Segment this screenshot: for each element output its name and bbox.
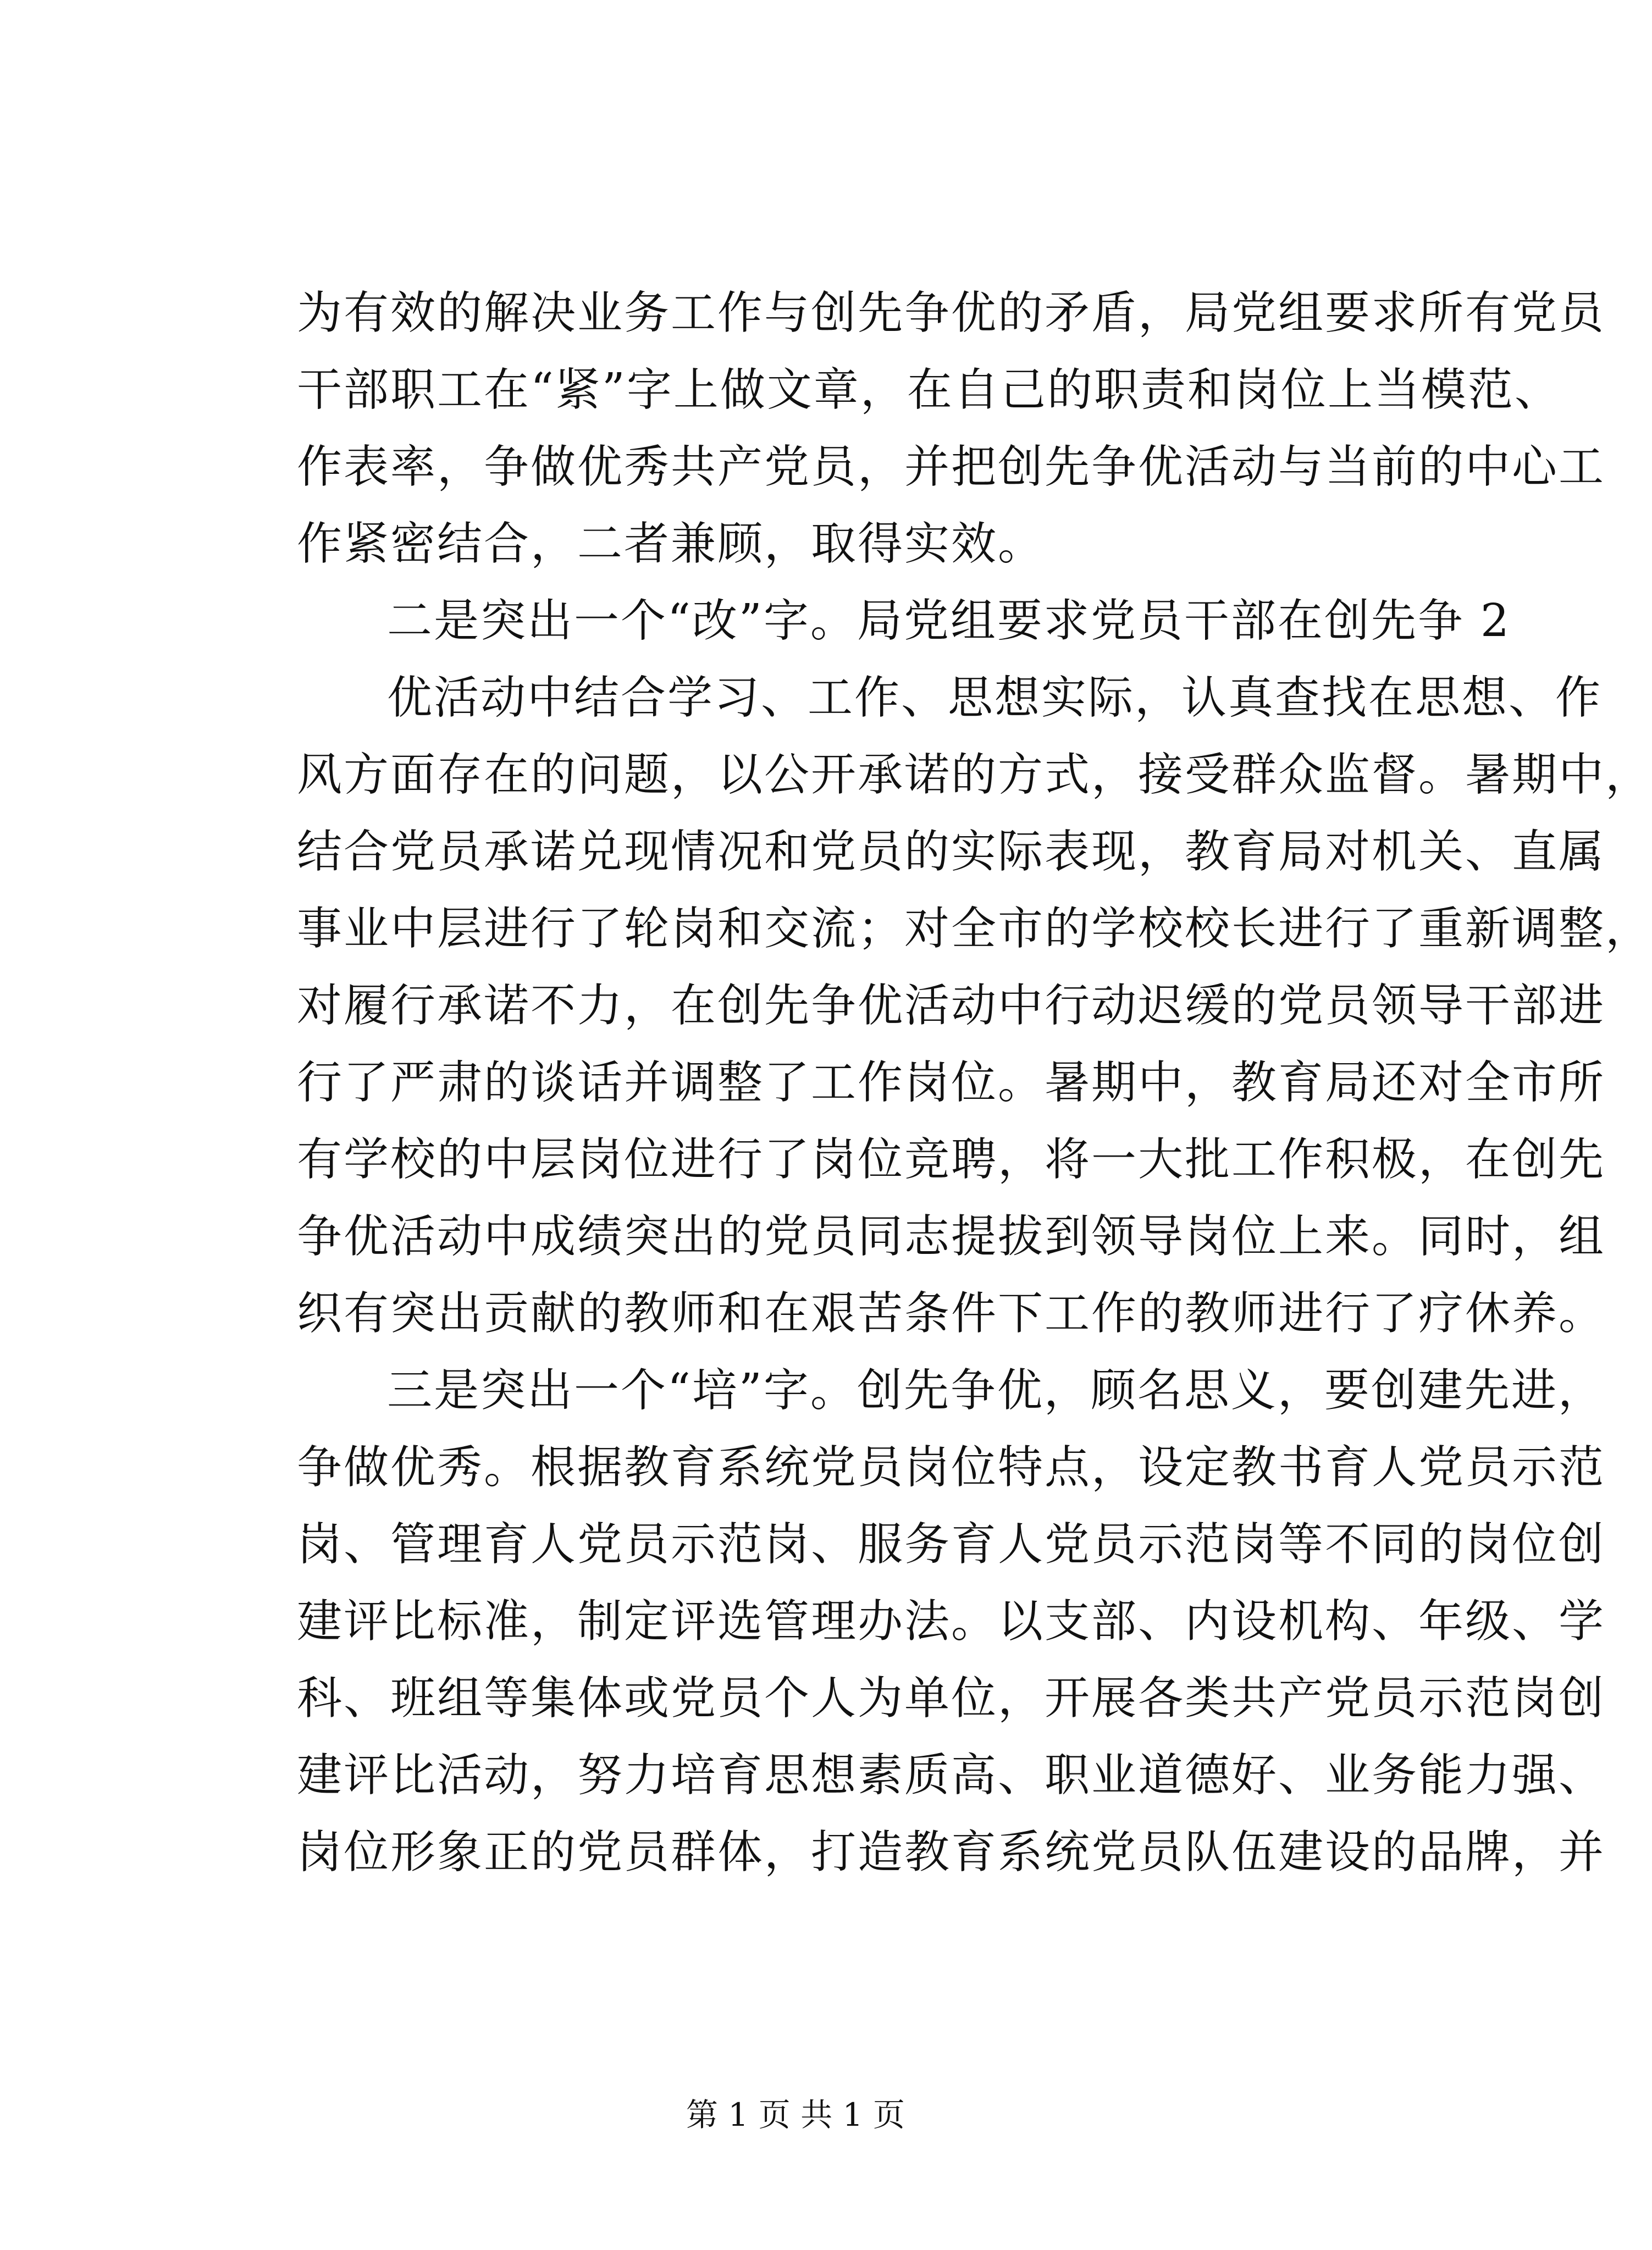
text-line: 建评比标准，制定评选管理办法。以支部、内设机构、年级、学 — [297, 1595, 1606, 1648]
paragraph — [297, 1352, 1606, 1891]
text-line: 岗、管理育人党员示范岗、服务育人党员示范岗等不同的岗位创 — [297, 1518, 1606, 1571]
text-line: 作表率，争做优秀共产党员，并把创先争优活动与当前的中心工 — [297, 441, 1606, 493]
text-line: 为有效的解决业务工作与创先争优的矛盾，局党组要求所有党员 — [297, 287, 1606, 339]
text-line: 优活动中结合学习、工作、思想实际，认真查找在思想、作 — [387, 672, 1603, 724]
text-line: 岗位形象正的党员群体，打造教育系统党员队伍建设的品牌，并 — [297, 1826, 1606, 1878]
text-line: 织有突出贡献的教师和在艰苦条件下工作的教师进行了疗休养。 — [297, 1287, 1606, 1340]
text-line: 争优活动中成绩突出的党员同志提拔到领导岗位上来。同时，组 — [297, 1210, 1606, 1263]
text-line: 有学校的中层岗位进行了岗位竞聘，将一大批工作积极，在创先 — [297, 1134, 1606, 1186]
text-line: 干部职工在“紧”字上做文章，在自己的职责和岗位上当模范、 — [297, 364, 1561, 416]
text-line: 事业中层进行了轮岗和交流；对全市的学校校长进行了重新调整， — [297, 903, 1652, 955]
text-line: 二是突出一个“改”字。局党组要求党员干部在创先争 2 — [387, 595, 1511, 647]
paragraph — [297, 275, 1606, 583]
text-line: 三是突出一个“培”字。创先争优，顾名思义，要创建先进， — [387, 1364, 1605, 1417]
document-body — [297, 275, 1652, 1891]
text-line: 行了严肃的谈话并调整了工作岗位。暑期中，教育局还对全市所 — [297, 1057, 1606, 1109]
text-line: 风方面存在的问题，以公开承诺的方式，接受群众监督。暑期中， — [297, 749, 1652, 801]
paragraph — [297, 660, 1652, 1352]
page-footer: 第 1 页 共 1 页 — [686, 2096, 905, 2133]
text-line: 科、班组等集体或党员个人为单位，开展各类共产党员示范岗创 — [297, 1672, 1606, 1724]
text-line: 建评比活动，努力培育思想素质高、职业道德好、业务能力强、 — [297, 1749, 1606, 1801]
text-line: 争做优秀。根据教育系统党员岗位特点，设定教书育人党员示范 — [297, 1441, 1606, 1494]
text-line: 对履行承诺不力，在创先争优活动中行动迟缓的党员领导干部进 — [297, 980, 1606, 1032]
text-line: 作紧密结合，二者兼顾，取得实效。 — [297, 518, 1045, 570]
text-line: 结合党员承诺兑现情况和党员的实际表现，教育局对机关、直属 — [297, 826, 1606, 878]
paragraph — [297, 583, 1511, 660]
